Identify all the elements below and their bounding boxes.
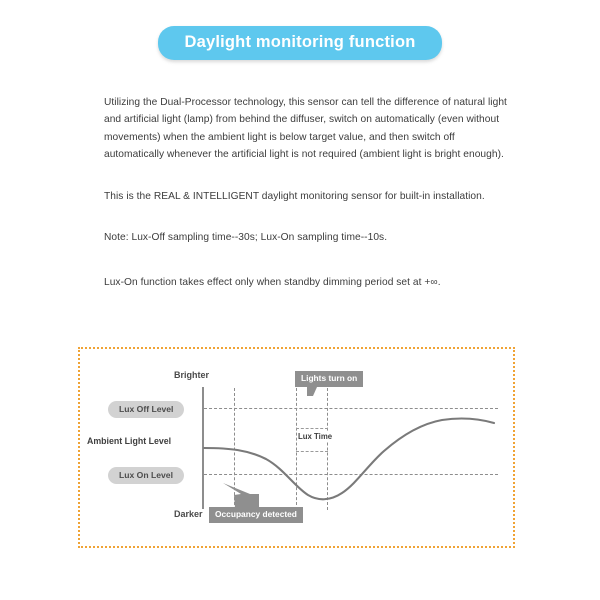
paragraph-luxon-condition: Lux-On function takes effect only when standby dimming period set at +∞. <box>104 277 441 289</box>
level-label-lux-off: Lux Off Level <box>108 401 184 418</box>
body-copy <box>104 94 516 292</box>
level-label-ambient: Ambient Light Level <box>87 436 172 446</box>
level-label-lux-on: Lux On Level <box>108 467 184 484</box>
callout-lights-turn-on-label: Lights turn on <box>295 371 363 387</box>
page-title: Daylight monitoring function <box>158 26 441 60</box>
lux-time-label: Lux Time <box>298 432 333 441</box>
axis-label-darker: Darker <box>174 509 203 519</box>
occupancy-arrow-icon <box>221 481 261 509</box>
paragraph-note: Note: Lux-Off sampling time--30s; Lux-On sampling time--10s. <box>104 232 388 244</box>
callout-occupancy-detected: Occupancy detected <box>209 507 303 523</box>
page-header <box>0 26 600 60</box>
diagram-canvas <box>80 349 513 546</box>
paragraph-overview: Utilizing the Dual-Processor technology, this sensor can tell the difference of natural light and artificial light (lamp) from behind the diffuser, switch on automatically (even without movements) when the ambient light is below target value, and then switch off automatically whenever the artificial light is not required (ambient light is bright enough). <box>104 97 507 161</box>
callout-lights-turn-on <box>295 371 363 387</box>
paragraph-summary: This is the REAL & INTELLIGENT daylight monitoring sensor for built-in installation. <box>104 190 485 202</box>
axis-label-brighter: Brighter <box>174 370 210 380</box>
callout-tail-icon <box>307 387 317 396</box>
daylight-diagram <box>78 347 515 548</box>
